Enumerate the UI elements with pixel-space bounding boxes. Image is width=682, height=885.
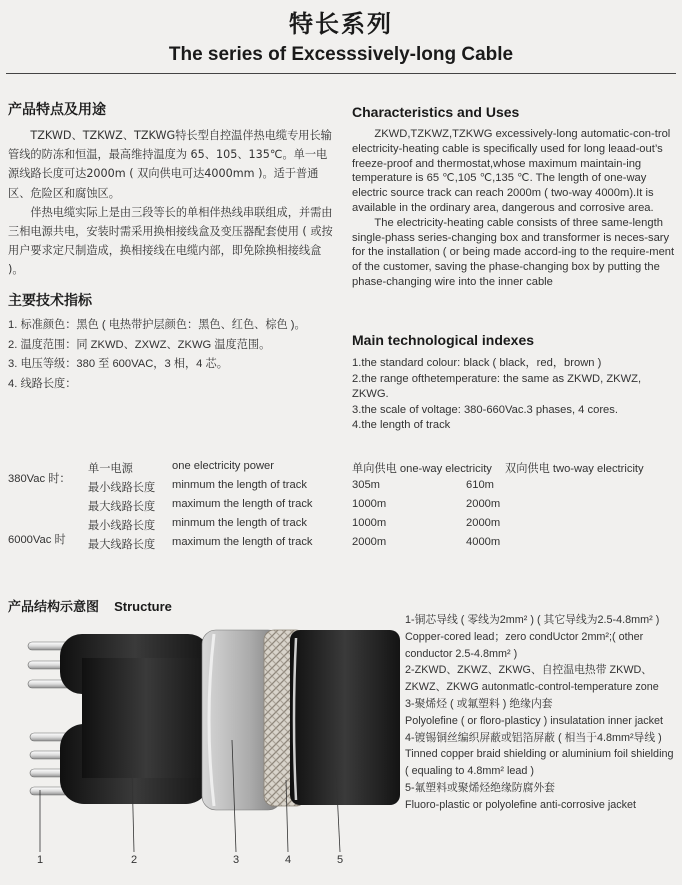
characteristics-heading: Characteristics and Uses <box>352 104 520 120</box>
table-row-cn: 最小线路长度 <box>88 482 156 494</box>
structure-legend <box>405 612 675 814</box>
title-divider <box>6 73 676 74</box>
specs-heading: 主要技术指标 <box>8 293 92 309</box>
table-header-twoway <box>505 460 644 476</box>
table-header-en: one electricity power <box>172 460 274 472</box>
table-row-oneway: 1000m <box>352 517 387 529</box>
features-paragraph-1: TZKWD、TZKWZ、TZKWG特长型自控温伴热电缆专用长输管线的防冻和恒温，最高维持温度为 65、105、135℃。单一电源线路长度可达2000m ( 双向供电可达4000mm )。适于普通区、危险区和腐蚀区。 <box>8 129 332 200</box>
table-row-cn: 最大线路长度 <box>88 539 156 551</box>
legend-item: 2-ZKWD、ZKWZ、ZKWG、自控温电热带 ZKWD、ZKWZ、ZKWG autonmatlc-control-temperature zone <box>405 664 659 694</box>
tech-heading: Main technological indexes <box>352 332 535 348</box>
tech-item: 4.the length of track <box>352 419 451 432</box>
page-title-en: The series of Excesssively-long Cable <box>168 44 514 65</box>
structure-label-1: 1 <box>37 854 44 866</box>
features-paragraph-2: 伴热电缆实际上是由三段等长的单相伴热线串联组成，并需由三相电源共电，安装时需采用换相接线盒及变压器配套使用 ( 或按用户要求定尺制造成，换相接线在电缆内部，即免除换相接线盒 )。 <box>8 205 333 277</box>
table-row-cn: 最大线路长度 <box>88 501 156 513</box>
group-label-380: 380Vac 时： <box>8 473 71 485</box>
legend-item: 1-铜芯导线 ( 零线为2mm² ) ( 其它导线为2.5-4.8mm² ) <box>405 614 660 626</box>
legend-item: Polyolefine ( or floro-plasticy ) insulatation inner jacket <box>405 714 664 727</box>
legend-item: Fluoro-plastic or polyolefine anti-corrosive jacket <box>405 798 637 811</box>
table-row-twoway: 4000m <box>466 536 501 548</box>
legend-item: Copper-cored lead；zero condUctor 2mm²;( other conductor 2.5-4.8mm² ) <box>405 630 644 660</box>
characteristics-text <box>352 127 675 290</box>
group-label-6000: 6000Vac 时 <box>8 534 66 546</box>
spec-item: 2. 温度范围：同 ZKWD、ZXWZ、ZKWG 温度范围。 <box>8 338 271 351</box>
structure-label-4: 4 <box>285 854 292 866</box>
table-header-oneway-en: one-way electricity <box>399 463 492 475</box>
table-row-twoway: 2000m <box>466 498 501 510</box>
table-row-en: minmum the length of track <box>172 479 307 491</box>
tech-list <box>352 356 678 434</box>
tech-item: 1.the standard colour: black ( black，red，brown ) <box>352 357 602 369</box>
features-heading: 产品特点及用途 <box>8 102 106 118</box>
page-title-cn: 特长系列 <box>289 10 393 38</box>
table-row-en: minmum the length of track <box>172 517 307 529</box>
characteristics-paragraph-1: ZKWD,TZKWZ,TZKWG excessively-long automatic-con-trol electricity-heating cable is specifically used for long leaad-out’s freeze-proof and thermostat,whose maximum maintain-ing temperature is 65 ℃,105 ℃,135 ℃. The length of one-way electric source track can reach 2000m ( two-way 4000m).It is available in the ordinary area, dangerous and corrosive area. <box>352 128 671 214</box>
tech-item: 3.the scale of voltage: 380-660Vac.3 phases, 4 cores. <box>352 403 618 416</box>
spec-item: 3. 电压等级：380 至 600VAC，3 相，4 芯。 <box>8 358 228 371</box>
characteristics-paragraph-2: The electricity-heating cable consists of three same-length single-phass series-changing box and transformer is neces-sary for the installation ( or being made accord-ing to the require-ment of the customer, saving the phase-changing box by putting the phase-changing wire into the inner cable <box>352 216 675 288</box>
specs-list <box>8 316 348 394</box>
table-row-oneway: 2000m <box>352 536 387 548</box>
cable-structure-diagram <box>0 620 400 885</box>
structure-heading <box>8 596 172 615</box>
table-row-oneway: 305m <box>352 479 380 491</box>
table-header-twoway-en: two-way electricity <box>552 463 644 475</box>
self-regulating-heater-strip <box>60 634 210 804</box>
table-header-twoway-cn: 双向供电 <box>505 463 550 475</box>
structure-heading-cn: 产品结构示意图 <box>8 600 100 615</box>
table-row-en: maximum the length of track <box>172 498 313 510</box>
table-row-twoway: 2000m <box>466 517 501 529</box>
legend-item: Tinned copper braid shielding or aluminium foil shielding ( equaling to 4.8mm² lead ) <box>405 748 674 778</box>
table-row-oneway: 1000m <box>352 498 387 510</box>
table-header-oneway-cn: 单向供电 <box>352 463 397 475</box>
structure-label-5: 5 <box>337 854 344 866</box>
table-row-cn: 最小线路长度 <box>88 520 156 532</box>
outer-jacket <box>290 630 400 805</box>
features-text <box>8 126 333 280</box>
table-header-oneway <box>352 460 492 476</box>
legend-item: 3-聚烯烃 ( 或氟塑料 ) 绝缘内套 <box>405 697 553 710</box>
structure-heading-en: Structure <box>114 599 172 614</box>
table-header-cn: 单一电源 <box>88 463 133 475</box>
spec-item: 4. 线路长度： <box>8 377 77 390</box>
legend-item: 5-氟塑料或聚烯烃绝缘防腐外套 <box>405 781 555 794</box>
table-row-twoway: 610m <box>466 479 494 491</box>
spec-item: 1. 标准颜色：黑色 ( 电热带护层颜色：黑色、红色、棕色 )。 <box>8 319 306 331</box>
table-row-en: maximum the length of track <box>172 536 313 548</box>
structure-label-3: 3 <box>233 854 240 866</box>
legend-item: 4-镀锡铜丝编织屏蔽或铝箔屏蔽 ( 相当于4.8mm²导线 ) <box>405 731 662 744</box>
tech-item: 2.the range ofthetemperature: the same as ZKWD, ZKWZ, ZKWG. <box>352 372 642 401</box>
structure-label-2: 2 <box>131 854 138 866</box>
